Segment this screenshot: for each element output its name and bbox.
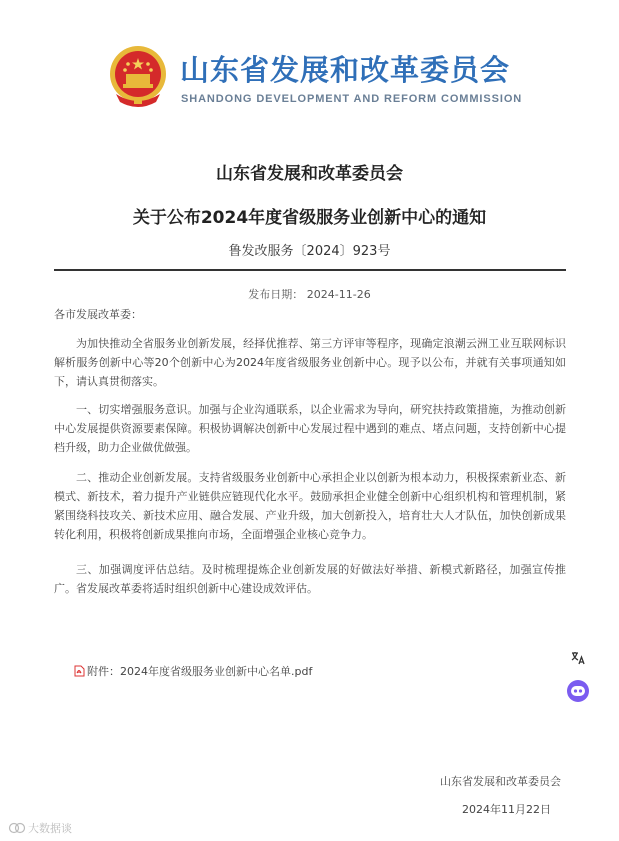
accessibility-icon[interactable] bbox=[570, 650, 586, 666]
national-emblem-icon bbox=[108, 44, 168, 112]
attachment-row[interactable] bbox=[74, 663, 312, 679]
paragraph-item-2: 二、推动企业创新发展。支持省级服务业创新中心承担企业以创新为根本动力，积极探索新业态、新模式、新技术，着力提升产业链供应链现代化水平。鼓励承担企业健全创新中心组织机构和管理机制，紧紧围绕科技攻关、新技术应用、融合发展、产业升级，加大创新投入，培育壮大人才队伍，加快创新成果转化利用，积极将创新成果推向市场，全面增强企业核心竞争力。 bbox=[54, 471, 566, 541]
org-name-chinese: 山东省发展和改革委员会 bbox=[180, 53, 511, 87]
title-divider bbox=[54, 269, 566, 271]
attachment-link[interactable]: 2024年度省级服务业创新中心名单.pdf bbox=[120, 665, 313, 678]
site-header bbox=[108, 40, 528, 120]
publish-date-label: 发布日期： bbox=[248, 288, 304, 301]
paragraph-item-1: 一、切实增强服务意识。加强与企业沟通联系，以企业需求为导向，研究扶持政策措施，为推动创新中心发展提供资源要素保障。积极协调解决创新中心发展过程中遇到的难点、堵点问题，支持创新中心提档升级，助力企业做优做强。 bbox=[54, 403, 566, 454]
chat-assistant-icon[interactable] bbox=[565, 678, 591, 704]
paragraph-item-3: 三、加强调度评估总结。及时梳理提炼企业创新发展的好做法好举措、新模式新路径，加强宣传推广。省发展改革委将适时组织创新中心建设成效评估。 bbox=[54, 563, 566, 595]
org-name-english: SHANDONG DEVELOPMENT AND REFORM COMMISSION bbox=[181, 93, 523, 105]
document-number: 鲁发改服务〔2024〕923号 bbox=[228, 244, 391, 259]
document-title: 关于公布2024年度省级服务业创新中心的通知 bbox=[132, 208, 487, 228]
publish-date-value: 2024-11-26 bbox=[306, 288, 371, 301]
signature-date: 2024年11月22日 bbox=[462, 803, 551, 816]
salutation: 各市发展改革委： bbox=[54, 308, 142, 321]
paragraph-intro: 为加快推动全省服务业创新发展，经择优推荐、第三方评审等程序，现确定浪潮云洲工业互联网标识解析服务创新中心等20个创新中心为2024年度省级服务业创新中心。现予以公布，并就有关事项通知如下，请认真贯彻落实。 bbox=[54, 337, 566, 388]
attachment-label: 附件： bbox=[87, 665, 120, 678]
pdf-file-icon bbox=[74, 665, 85, 677]
signature-organization: 山东省发展和改革委员会 bbox=[440, 775, 561, 788]
publish-date-row bbox=[0, 286, 619, 302]
watermark-text: 大数据谈 bbox=[28, 822, 72, 835]
document-issuer: 山东省发展和改革委员会 bbox=[216, 164, 403, 184]
watermark-logo-icon bbox=[8, 822, 26, 834]
translate-glyph-icon bbox=[570, 650, 586, 666]
watermark bbox=[8, 820, 72, 836]
